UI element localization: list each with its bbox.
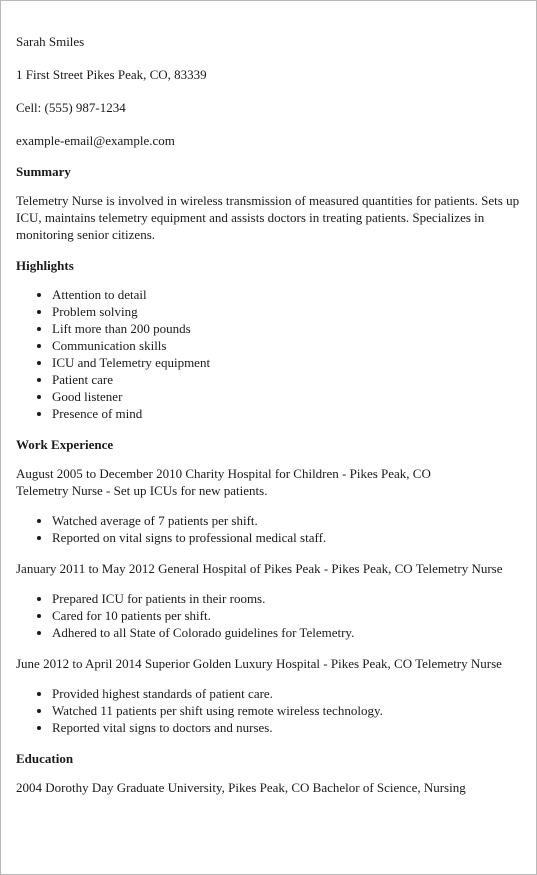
highlights-heading: Highlights bbox=[16, 258, 74, 273]
highlight-item: • Problem solving bbox=[52, 303, 520, 320]
contact-block bbox=[16, 33, 520, 149]
job-duties-list bbox=[16, 590, 520, 641]
job-duty-item: • Prepared ICU for patients in their rooms. bbox=[52, 590, 520, 607]
job-entry bbox=[16, 560, 520, 641]
job-header: August 2005 to December 2010 Charity Hospital for Children - Pikes Peak, CO bbox=[16, 466, 431, 481]
job-duty-item: • Watched average of 7 patients per shift. bbox=[52, 512, 520, 529]
job-subline: Telemetry Nurse - Set up ICUs for new patients. bbox=[16, 483, 268, 498]
job-duty-item: • Reported on vital signs to professional medical staff. bbox=[52, 529, 520, 546]
highlight-item: • Patient care bbox=[52, 371, 520, 388]
job-duty-item: • Watched 11 patients per shift using remote wireless technology. bbox=[52, 702, 520, 719]
contact-email: example-email@example.com bbox=[16, 133, 175, 148]
contact-name: Sarah Smiles bbox=[16, 34, 85, 49]
job-entry bbox=[16, 465, 520, 546]
education-text: 2004 Dorothy Day Graduate University, Pikes Peak, CO Bachelor of Science, Nursing bbox=[16, 780, 466, 795]
job-duty-item: • Reported vital signs to doctors and nurses. bbox=[52, 719, 520, 736]
highlight-item: • ICU and Telemetry equipment bbox=[52, 354, 520, 371]
job-duty-item: • Adhered to all State of Colorado guidelines for Telemetry. bbox=[52, 624, 520, 641]
job-duty-item: • Provided highest standards of patient care. bbox=[52, 685, 520, 702]
contact-address: 1 First Street Pikes Peak, CO, 83339 bbox=[16, 67, 207, 82]
job-header: June 2012 to April 2014 Superior Golden Luxury Hospital - Pikes Peak, CO Telemetry Nurse bbox=[16, 656, 502, 671]
job-entry bbox=[16, 655, 520, 736]
highlight-item: • Attention to detail bbox=[52, 286, 520, 303]
summary-text: Telemetry Nurse is involved in wireless transmission of measured quantities for patients. Sets up ICU, maintains telemetry equipment and assists doctors in treating patients. Specializes in monitoring senior citizens. bbox=[16, 193, 520, 242]
experience-heading: Work Experience bbox=[16, 437, 114, 452]
highlight-item: • Good listener bbox=[52, 388, 520, 405]
education-heading: Education bbox=[16, 751, 74, 766]
job-duties-list bbox=[16, 512, 520, 546]
highlight-item: • Lift more than 200 pounds bbox=[52, 320, 520, 337]
summary-heading: Summary bbox=[16, 164, 71, 179]
highlights-list bbox=[16, 286, 520, 422]
highlight-item: • Presence of mind bbox=[52, 405, 520, 422]
job-duty-item: • Cared for 10 patients per shift. bbox=[52, 607, 520, 624]
job-header: January 2011 to May 2012 General Hospital of Pikes Peak - Pikes Peak, CO Telemetry Nurse bbox=[16, 561, 503, 576]
highlight-item: • Communication skills bbox=[52, 337, 520, 354]
job-duties-list bbox=[16, 685, 520, 736]
contact-cell: Cell: (555) 987-1234 bbox=[16, 100, 126, 115]
